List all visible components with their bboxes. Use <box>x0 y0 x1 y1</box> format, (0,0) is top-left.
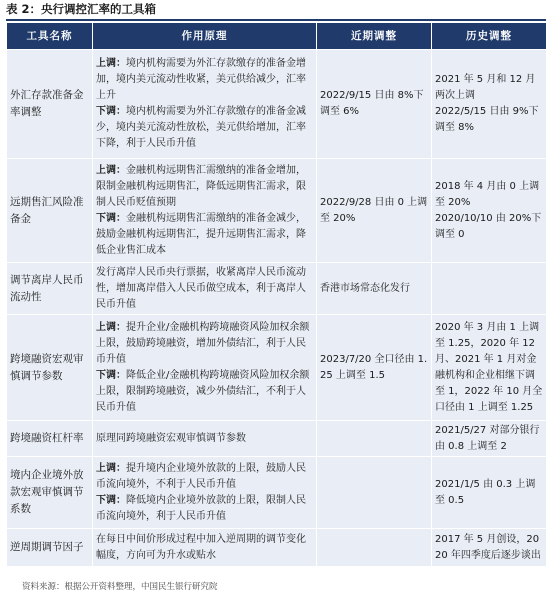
table-row <box>7 315 547 421</box>
mechanism-text: 金融机构远期售汇需缴纳的准备金增加，限制金融机构远期售汇，降低远期售汇需求，限制人民币贬值预期 <box>96 164 306 208</box>
history-entry: 2020/10/10 由 20%下调至 0 <box>435 212 542 240</box>
mechanism-text: 原理同跨境融资宏观审慎调节参数 <box>96 432 246 444</box>
recent-adjustment-cell: 2023/7/20 全口径由 1.25 上调至 1.5 <box>317 315 432 421</box>
history-adjustment-cell <box>432 263 547 315</box>
table-row <box>7 457 547 529</box>
recent-adjustment-cell <box>317 457 432 529</box>
tool-name-cell: 远期售汇风险准备金 <box>7 159 93 263</box>
recent-adjustment-cell: 2022/9/15 日由 8%下调至 6% <box>317 50 432 159</box>
history-entry: 2022/5/15 日由 9%下调至 8% <box>435 106 539 133</box>
history-entry: 2021/1/5 由 0.3 上调至 0.5 <box>435 478 536 506</box>
tool-name-cell: 跨境融资宏观审慎调节参数 <box>7 315 93 421</box>
tool-name-cell: 跨境融资杠杆率 <box>7 421 93 457</box>
mechanism-label: 上调： <box>96 58 126 69</box>
mechanism-cell <box>93 50 317 159</box>
mechanism-text: 发行离岸人民币央行票据，收紧离岸人民币流动性，增加离岸借入人民币做空成本，利于离岸人民币升值 <box>96 266 306 310</box>
mechanism-text: 境内机构需要为外汇存款缴存的准备金增加，境内美元流动性收紧，美元供给减少，汇率上升 <box>96 58 306 101</box>
source-note: 资料来源：根据公开资料整理，中国民生银行研究院 <box>22 582 218 592</box>
table-row <box>7 421 547 457</box>
caption-divider <box>6 19 546 21</box>
table-header-row <box>7 23 547 50</box>
history-adjustment-cell <box>432 315 547 421</box>
history-adjustment-cell <box>432 50 547 159</box>
mechanism-label: 上调： <box>96 462 126 474</box>
mechanism-text: 在每日中间价形成过程中加入逆周期的调节变化幅度，方向可为升水或贴水 <box>96 533 306 561</box>
mechanism-label: 下调： <box>96 369 126 381</box>
history-adjustment-cell <box>432 421 547 457</box>
header-history-adjustment: 历史调整 <box>432 23 547 50</box>
tool-name-cell: 境内企业境外放款宏观审慎调节系数 <box>7 457 93 529</box>
mechanism-label: 上调： <box>96 321 126 333</box>
mechanism-text: 金融机构远期售汇需缴纳的准备金减少，鼓励金融机构远期售汇，提升远期售汇需求，降低企业售汇成本 <box>96 212 306 256</box>
mechanism-text: 降低企业/金融机构跨境融资风险加权余额上限，限制跨境融资，减少外债结汇，不利于人民币升值 <box>96 369 310 413</box>
history-entry: 2021 年 5 月和 12 月两次上调 <box>435 74 536 101</box>
table-row <box>7 263 547 315</box>
history-adjustment-cell <box>432 457 547 529</box>
mechanism-text: 提升境内企业境外放款的上限，鼓励人民币流向境外，不利于人民币升值 <box>96 462 306 490</box>
mechanism-text: 境内机构需要为外汇存款缴存的准备金减少，境内美元流动性放松，美元供给增加，汇率下降，利于人民币升值 <box>96 106 306 149</box>
mechanism-text: 提升企业/金融机构跨境融资风险加权余额上限，鼓励跨境融资，增加外债结汇，利于人民币升值 <box>96 321 310 365</box>
mechanism-cell <box>93 529 317 567</box>
header-recent-adjustment: 近期调整 <box>317 23 432 50</box>
mechanism-label: 下调： <box>96 106 126 117</box>
history-entry: 2017 年 5 月创设，2020 年四季度后逐步谈出 <box>435 533 541 561</box>
history-entry: 2021/5/27 对部分银行由 0.8 上调至 2 <box>435 424 540 452</box>
tools-table <box>6 22 547 567</box>
recent-adjustment-cell <box>317 421 432 457</box>
mechanism-cell <box>93 159 317 263</box>
mechanism-label: 下调： <box>96 494 126 506</box>
history-adjustment-cell <box>432 529 547 567</box>
table-row <box>7 529 547 567</box>
mechanism-cell <box>93 263 317 315</box>
tool-name-cell: 调节离岸人民币流动性 <box>7 263 93 315</box>
mechanism-label: 下调： <box>96 212 126 224</box>
mechanism-text: 降低境内企业境外放款的上限，限制人民币流向境外，利于人民币升值 <box>96 494 306 522</box>
tool-name-cell: 外汇存款准备金率调整 <box>7 50 93 159</box>
tool-name-cell: 逆周期调节因子 <box>7 529 93 567</box>
mechanism-cell <box>93 421 317 457</box>
history-adjustment-cell <box>432 159 547 263</box>
table-caption: 表 2：央行调控汇率的工具箱 <box>6 2 157 16</box>
history-entry: 2020 年 3 月由 1 上调至 1.25，2020 年 12 月、2021 年 1 月对金融机构和企业相继下调至 1，2022 年 10 月全口径由 1 上调至 1.25 <box>435 321 543 413</box>
mechanism-cell <box>93 315 317 421</box>
table-row <box>7 50 547 159</box>
header-tool-name: 工具名称 <box>7 23 93 50</box>
header-mechanism: 作用原理 <box>93 23 317 50</box>
recent-adjustment-cell: 香港市场常态化发行 <box>317 263 432 315</box>
history-entry: 2018 年 4 月由 0 上调至 20% <box>435 180 540 208</box>
recent-adjustment-cell: 2022/9/28 日由 0 上调至 20% <box>317 159 432 263</box>
mechanism-cell <box>93 457 317 529</box>
recent-adjustment-cell <box>317 529 432 567</box>
mechanism-label: 上调： <box>96 164 126 176</box>
table-row <box>7 159 547 263</box>
